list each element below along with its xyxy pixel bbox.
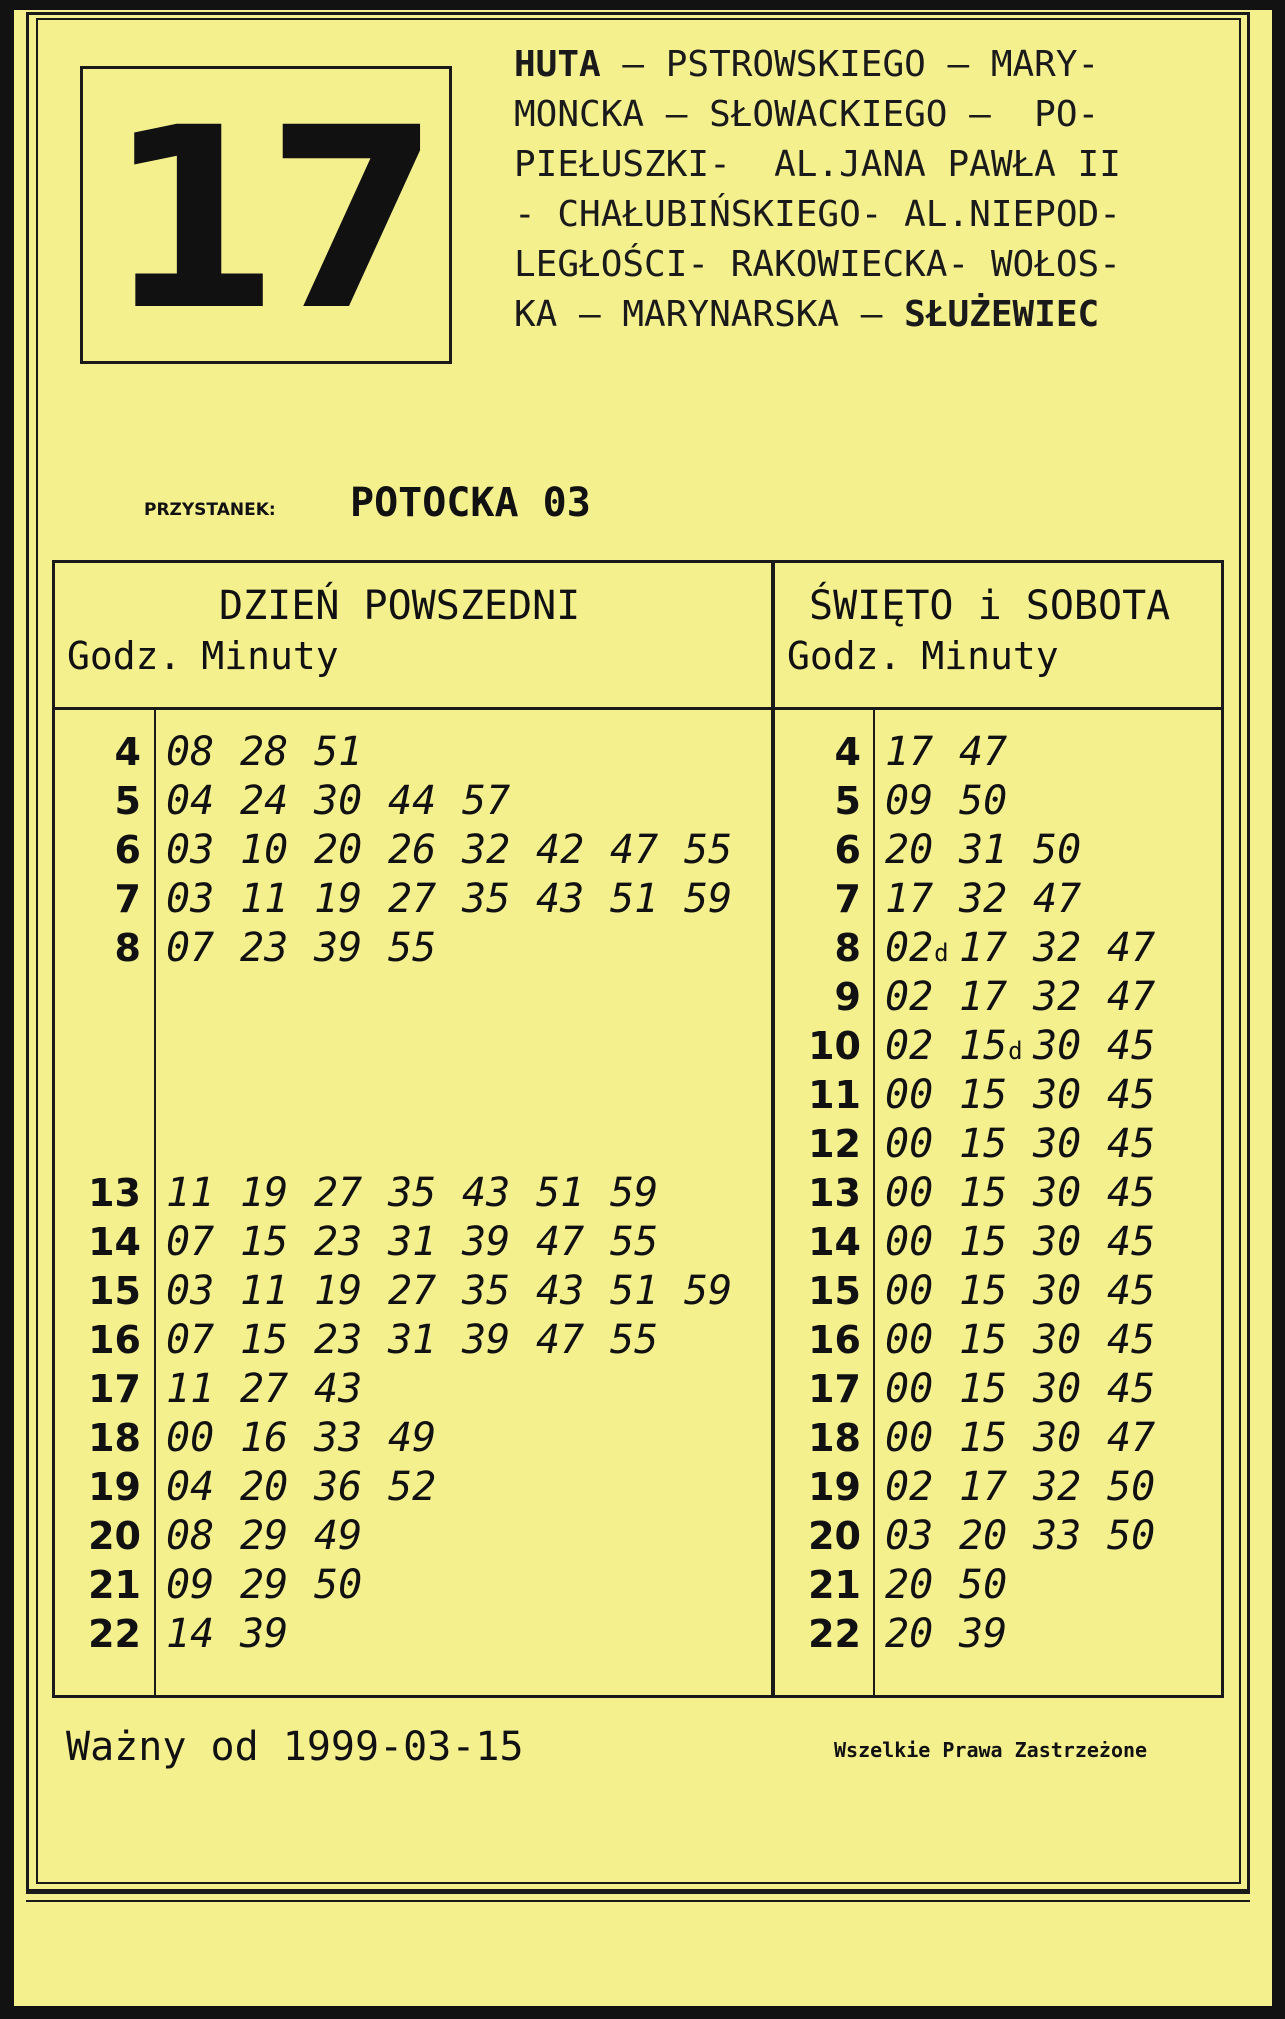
departure-minute: 32 [959, 876, 1008, 922]
departure-minute: 51 [610, 876, 659, 922]
departure-minute: 30 [1033, 1268, 1082, 1314]
departure-minute: 15 [959, 1415, 1008, 1461]
minutes-cell [885, 875, 1107, 924]
departure-minute: 39 [959, 1611, 1008, 1657]
hour-cell: 14 [808, 1220, 861, 1264]
timetable-row [775, 728, 1221, 777]
bottom-rule [26, 1892, 1250, 1894]
timetable-row [775, 1316, 1221, 1365]
hour-cell: 18 [88, 1416, 141, 1460]
departure-minute: 17 [959, 925, 1008, 971]
timetable-row [775, 1365, 1221, 1414]
route-number-box [80, 66, 452, 364]
timetable-row [55, 1610, 771, 1659]
departure-minute: 47 [610, 827, 659, 873]
departure-minute: 07 [166, 925, 215, 971]
timetable-row [55, 1120, 771, 1169]
departure-minute: 32 [1033, 974, 1082, 1020]
departure-minute: 55 [610, 1317, 659, 1363]
departure-minute: 45 [1107, 1023, 1156, 1069]
hour-column-header: Godz. [787, 634, 902, 678]
departure-minute: 24 [240, 778, 289, 824]
hour-cell: 7 [114, 877, 141, 921]
departure-minute: 00 [885, 1268, 934, 1314]
hour-cell: 8 [114, 926, 141, 970]
departure-minute: 02 [885, 1023, 934, 1069]
departure-minute: 28 [240, 729, 289, 775]
minutes-cell [885, 1316, 1181, 1365]
departure-minute: 15d [959, 1023, 1023, 1069]
departure-minute: 30 [1033, 1366, 1082, 1412]
departure-minute: 45 [1107, 1366, 1156, 1412]
timetable-row [55, 1561, 771, 1610]
minutes-column-header: Minuty [921, 634, 1059, 678]
hour-cell: 21 [808, 1563, 861, 1607]
route-terminus: HUTA [514, 44, 601, 85]
route-segment: - CHAŁUBIŃSKIEGO- AL.NIEPOD- [514, 194, 1121, 235]
timetable-row [775, 777, 1221, 826]
departure-minute: 30 [1033, 1415, 1082, 1461]
hour-cell: 5 [834, 779, 861, 823]
departure-minute: 15 [959, 1366, 1008, 1412]
departure-minute: 08 [166, 1513, 215, 1559]
departure-minute: 15 [959, 1170, 1008, 1216]
hour-cell: 6 [834, 828, 861, 872]
timetable-row [55, 973, 771, 1022]
departure-minute: 17 [959, 1464, 1008, 1510]
departure-minute: 19 [240, 1170, 289, 1216]
hour-cell: 20 [88, 1514, 141, 1558]
departure-minute: 47 [1107, 925, 1156, 971]
departure-minute: 59 [684, 1268, 733, 1314]
departure-minute: 23 [240, 925, 289, 971]
departure-minute: 15 [959, 1121, 1008, 1167]
minutes-cell [166, 1169, 684, 1218]
departure-minute: 15 [959, 1219, 1008, 1265]
minutes-column-header: Minuty [201, 634, 339, 678]
departure-minute: 23 [314, 1317, 363, 1363]
departure-minute: 43 [314, 1366, 363, 1412]
departure-minute: 30 [1033, 1219, 1082, 1265]
departure-minute: 15 [959, 1072, 1008, 1118]
departure-minute: 23 [314, 1219, 363, 1265]
timetable-row [775, 1610, 1221, 1659]
hour-cell: 6 [114, 828, 141, 872]
departure-minute: 52 [388, 1464, 437, 1510]
route-segment: – PSTROWSKIEGO – MARY- [600, 44, 1100, 85]
minutes-cell [166, 1316, 684, 1365]
departure-minute: 17 [885, 729, 934, 775]
departure-minute: 00 [885, 1219, 934, 1265]
departure-minute: 17 [959, 974, 1008, 1020]
timetable-row [775, 875, 1221, 924]
minutes-cell [885, 1120, 1181, 1169]
departure-minute: 47 [1107, 1415, 1156, 1461]
departure-minute: 31 [959, 827, 1008, 873]
minutes-cell [885, 1463, 1181, 1512]
departure-minute: 45 [1107, 1170, 1156, 1216]
weekday-column-headers [67, 633, 339, 679]
departure-minute: 30 [1033, 1023, 1082, 1069]
hour-cell: 17 [808, 1367, 861, 1411]
departure-minute: 11 [166, 1170, 215, 1216]
departure-minute: 51 [314, 729, 363, 775]
departure-minute: 20 [885, 1611, 934, 1657]
hour-cell: 17 [88, 1367, 141, 1411]
departure-minute: 32 [462, 827, 511, 873]
departure-minute: 33 [1033, 1513, 1082, 1559]
rights-notice: Wszelkie Prawa Zastrzeżone [834, 1738, 1148, 1762]
timetable-row [55, 1414, 771, 1463]
departure-minute: 30 [1033, 1170, 1082, 1216]
minutes-cell [166, 875, 758, 924]
departure-minute: 27 [240, 1366, 289, 1412]
minutes-cell [885, 1414, 1181, 1463]
departure-minute: 35 [462, 1268, 511, 1314]
minutes-cell [166, 1463, 462, 1512]
departure-minute: 50 [959, 1562, 1008, 1608]
departure-minute: 44 [388, 778, 437, 824]
departure-minute: 11 [240, 1268, 289, 1314]
minutes-cell [166, 1218, 684, 1267]
minutes-cell [885, 924, 1181, 978]
departure-minute: 02 [885, 1464, 934, 1510]
hour-cell: 18 [808, 1416, 861, 1460]
route-line [514, 290, 1234, 340]
minutes-cell [166, 1610, 314, 1659]
departure-minute: 45 [1107, 1317, 1156, 1363]
departure-minute: 00 [885, 1072, 934, 1118]
departure-minute: 08 [166, 729, 215, 775]
hour-cell: 21 [88, 1563, 141, 1607]
hour-cell: 4 [834, 730, 861, 774]
timetable-row [55, 924, 771, 973]
route-description [514, 40, 1234, 340]
departure-minute: 30 [1033, 1317, 1082, 1363]
departure-minute: 20 [885, 827, 934, 873]
minutes-cell [885, 1071, 1181, 1120]
departure-minute: 31 [388, 1219, 437, 1265]
departure-minute: 45 [1107, 1268, 1156, 1314]
departure-minute: 49 [388, 1415, 437, 1461]
hour-cell: 13 [88, 1171, 141, 1215]
hour-cell: 13 [808, 1171, 861, 1215]
timetable-row [775, 1218, 1221, 1267]
timetable-row [55, 1463, 771, 1512]
timetable-row [55, 1071, 771, 1120]
departure-minute: 49 [314, 1513, 363, 1559]
hour-cell: 16 [88, 1318, 141, 1362]
departure-minute: 47 [1107, 974, 1156, 1020]
timetable-row [55, 1267, 771, 1316]
departure-minute: 02 [885, 974, 934, 1020]
minutes-cell [166, 1267, 758, 1316]
departure-minute: 47 [1033, 876, 1082, 922]
route-line [514, 40, 1234, 90]
hour-cell: 22 [88, 1612, 141, 1656]
departure-minute: 39 [240, 1611, 289, 1657]
departure-minute: 55 [610, 1219, 659, 1265]
minutes-cell [885, 1169, 1181, 1218]
departure-minute: 59 [684, 876, 733, 922]
departure-minute: 15 [959, 1268, 1008, 1314]
minutes-cell [885, 1267, 1181, 1316]
departure-minute: 43 [536, 876, 585, 922]
bottom-rule-2 [26, 1900, 1250, 1902]
timetable-row [775, 924, 1221, 973]
minutes-cell [166, 728, 388, 777]
stop-name: POTOCKA 03 [350, 480, 591, 526]
departure-minute: 50 [314, 1562, 363, 1608]
departure-minute: 50 [959, 778, 1008, 824]
route-line [514, 190, 1234, 240]
departure-minute: 03 [166, 1268, 215, 1314]
departure-minute: 51 [610, 1268, 659, 1314]
timetable-row [55, 1512, 771, 1561]
timetable-row [55, 1022, 771, 1071]
header-divider [775, 707, 1221, 710]
departure-minute: 39 [462, 1317, 511, 1363]
route-segment: PIEŁUSZKI- AL.JANA PAWŁA II [514, 144, 1121, 185]
minutes-cell [885, 1610, 1033, 1659]
departure-minute: 11 [240, 876, 289, 922]
timetable-row [55, 1169, 771, 1218]
hour-cell: 4 [114, 730, 141, 774]
departure-minute: 19 [314, 1268, 363, 1314]
route-segment: KA – MARYNARSKA – [514, 294, 905, 335]
departure-minute: 20 [240, 1464, 289, 1510]
hour-cell: 20 [808, 1514, 861, 1558]
minutes-cell [166, 1561, 388, 1610]
minutes-cell [166, 826, 758, 875]
departure-minute: 45 [1107, 1072, 1156, 1118]
departure-minute: 19 [314, 876, 363, 922]
departure-minute: 10 [240, 827, 289, 873]
departure-minute: 55 [388, 925, 437, 971]
departure-minute: 43 [536, 1268, 585, 1314]
departure-minute: 27 [388, 876, 437, 922]
hour-cell: 9 [834, 975, 861, 1019]
departure-minute: 35 [462, 876, 511, 922]
route-segment: MONCKA – SŁOWACKIEGO – PO- [514, 94, 1100, 135]
departure-minute: 09 [166, 1562, 215, 1608]
hour-cell: 22 [808, 1612, 861, 1656]
departure-minute: 20 [885, 1562, 934, 1608]
departure-minute: 15 [959, 1317, 1008, 1363]
hour-cell: 19 [88, 1465, 141, 1509]
weekday-title: DZIEŃ POWSZEDNI [219, 583, 581, 629]
departure-minute: 30 [1033, 1121, 1082, 1167]
hour-cell: 5 [114, 779, 141, 823]
departure-minute: 14 [166, 1611, 215, 1657]
timetable-row [775, 973, 1221, 1022]
departure-minute: 26 [388, 827, 437, 873]
departure-minute: 29 [240, 1513, 289, 1559]
route-segment: LEGŁOŚCI- RAKOWIECKA- WOŁOS- [514, 244, 1121, 285]
departure-minute: 50 [1107, 1464, 1156, 1510]
timetable-row [55, 1316, 771, 1365]
departure-minute: 32 [1033, 925, 1082, 971]
holiday-title: ŚWIĘTO i SOBOTA [809, 583, 1171, 629]
departure-minute: 03 [166, 876, 215, 922]
route-line [514, 240, 1234, 290]
departure-minute: 33 [314, 1415, 363, 1461]
hour-cell: 8 [834, 926, 861, 970]
hour-cell: 15 [88, 1269, 141, 1313]
minutes-cell [885, 826, 1107, 875]
departure-minute: 04 [166, 778, 215, 824]
departure-minute: 04 [166, 1464, 215, 1510]
timetable-row [775, 1169, 1221, 1218]
timetable-row [55, 728, 771, 777]
departure-minute: 00 [166, 1415, 215, 1461]
stop-label: PRZYSTANEK: [144, 500, 276, 520]
minutes-cell [885, 1022, 1181, 1076]
departure-minute: 35 [388, 1170, 437, 1216]
departure-minute: 39 [314, 925, 363, 971]
hour-cell: 16 [808, 1318, 861, 1362]
departure-minute: 32 [1033, 1464, 1082, 1510]
departure-minute: 07 [166, 1317, 215, 1363]
minutes-cell [885, 1561, 1033, 1610]
timetable-row [775, 1022, 1221, 1071]
valid-from: Ważny od 1999-03-15 [66, 1724, 524, 1770]
departure-minute: 57 [462, 778, 511, 824]
departure-minute: 43 [462, 1170, 511, 1216]
departure-minute: 42 [536, 827, 585, 873]
minutes-cell [166, 924, 462, 973]
timetable-row [775, 1414, 1221, 1463]
departure-minute: 27 [314, 1170, 363, 1216]
minutes-cell [166, 777, 536, 826]
hour-cell: 7 [834, 877, 861, 921]
timetable-row [775, 1267, 1221, 1316]
departure-minute: 07 [166, 1219, 215, 1265]
minutes-cell [885, 973, 1181, 1022]
header-divider [55, 707, 771, 710]
hour-cell: 12 [808, 1122, 861, 1166]
departure-minute: 45 [1107, 1121, 1156, 1167]
minutes-cell [166, 1365, 388, 1414]
timetable-row [55, 1365, 771, 1414]
departure-minute: 50 [1107, 1513, 1156, 1559]
hour-cell: 19 [808, 1465, 861, 1509]
minutes-cell [885, 777, 1033, 826]
route-line [514, 90, 1234, 140]
departure-minute: 55 [684, 827, 733, 873]
minutes-cell [166, 1414, 462, 1463]
departure-minute: 36 [314, 1464, 363, 1510]
departure-minute: 11 [166, 1366, 215, 1412]
departure-minute: 09 [885, 778, 934, 824]
departure-minute: 47 [536, 1219, 585, 1265]
departure-minute: 30 [1033, 1072, 1082, 1118]
hour-cell: 15 [808, 1269, 861, 1313]
departure-minute: 16 [240, 1415, 289, 1461]
departure-minute: 17 [885, 876, 934, 922]
timetable-row [775, 1561, 1221, 1610]
route-line [514, 140, 1234, 190]
departure-minute: 47 [959, 729, 1008, 775]
route-terminus: SŁUŻEWIEC [904, 294, 1100, 335]
timetable-row [55, 826, 771, 875]
minutes-cell [885, 1512, 1181, 1561]
minutes-cell [166, 1512, 388, 1561]
timetable-row [775, 1120, 1221, 1169]
departure-minute: 27 [388, 1268, 437, 1314]
departure-minute: 00 [885, 1121, 934, 1167]
timetable-row [775, 826, 1221, 875]
holiday-column-headers [787, 633, 1059, 679]
departure-minute: 03 [166, 827, 215, 873]
weekday-panel [52, 560, 774, 1698]
minutes-cell [885, 728, 1033, 777]
timetable-row [775, 1071, 1221, 1120]
departure-minute: 30 [314, 778, 363, 824]
departure-minute: 39 [462, 1219, 511, 1265]
departure-minute: 00 [885, 1317, 934, 1363]
departure-minute: 15 [240, 1317, 289, 1363]
departure-minute: 20 [959, 1513, 1008, 1559]
timetable-row [55, 875, 771, 924]
timetable-row [55, 1218, 771, 1267]
holiday-panel [772, 560, 1224, 1698]
hour-cell: 11 [808, 1073, 861, 1117]
minutes-cell [885, 1218, 1181, 1267]
route-number: 17 [106, 74, 426, 365]
departure-minute: 47 [536, 1317, 585, 1363]
departure-minute: 50 [1033, 827, 1082, 873]
departure-minute: 03 [885, 1513, 934, 1559]
timetable-row [775, 1463, 1221, 1512]
departure-minute: 51 [536, 1170, 585, 1216]
departure-minute: 00 [885, 1170, 934, 1216]
departure-minute: 00 [885, 1415, 934, 1461]
departure-minute: 59 [610, 1170, 659, 1216]
hour-column-header: Godz. [67, 634, 182, 678]
minutes-cell [885, 1365, 1181, 1414]
departure-minute: 00 [885, 1366, 934, 1412]
departure-minute: 45 [1107, 1219, 1156, 1265]
departure-minute: 15 [240, 1219, 289, 1265]
timetable-row [775, 1512, 1221, 1561]
hour-cell: 14 [88, 1220, 141, 1264]
hour-cell: 10 [808, 1024, 861, 1068]
departure-minute: 20 [314, 827, 363, 873]
timetable-row [55, 777, 771, 826]
departure-minute: 29 [240, 1562, 289, 1608]
departure-minute: 02d [885, 925, 949, 971]
departure-minute: 31 [388, 1317, 437, 1363]
